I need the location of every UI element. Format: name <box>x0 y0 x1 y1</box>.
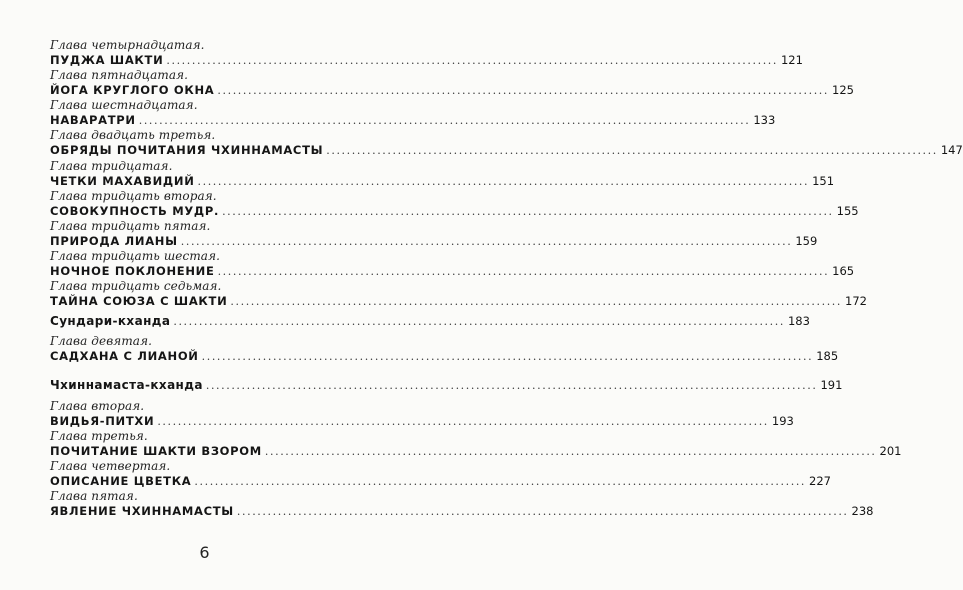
leader-dots: ........................................................................................................................ <box>166 54 778 67</box>
toc-row <box>50 203 859 219</box>
leader-dots: ........................................................................................................................ <box>138 114 751 127</box>
page-ref: 185 <box>816 349 839 363</box>
toc-entry <box>50 429 902 459</box>
page-ref: 159 <box>795 234 818 248</box>
page-ref: 121 <box>780 53 803 67</box>
toc-row <box>50 112 776 128</box>
toc-entry <box>50 219 818 249</box>
page-ref: 125 <box>832 83 854 97</box>
chapter-title: САДХАНА С ЛИАНОЙ <box>50 349 199 363</box>
page-ref: 193 <box>771 414 794 428</box>
chapter-title: ВИДЬЯ-ПИТХИ <box>50 414 155 428</box>
leader-dots: ........................................................................................................................ <box>180 235 793 248</box>
toc-entry <box>50 159 835 189</box>
leader-dots: ........................................................................................................................ <box>201 350 814 363</box>
page-ref: 172 <box>845 294 867 308</box>
chapter-label: Глава вторая. <box>50 399 145 413</box>
toc-entry <box>50 377 843 393</box>
toc-entry <box>50 68 854 98</box>
page-ref: 155 <box>836 204 859 218</box>
chapter-title: ОПИСАНИЕ ЦВЕТКА <box>50 474 192 488</box>
toc-entry <box>50 334 839 364</box>
chapter-title: Чхиннамаста-кханда <box>50 378 203 392</box>
toc-row <box>50 313 810 329</box>
page-ref: 227 <box>809 474 831 488</box>
chapter-title: ТАЙНА СОЮЗА С ШАКТИ <box>50 294 228 308</box>
leader-dots: ........................................................................................................................ <box>217 265 830 278</box>
toc-row <box>50 173 835 189</box>
leader-dots: ........................................................................................................................ <box>264 445 877 458</box>
page-ref: 201 <box>879 444 902 458</box>
page-ref: 191 <box>820 378 843 392</box>
chapter-label: Глава шестнадцатая. <box>50 98 198 112</box>
chapter-title: НАВАРАТРИ <box>50 113 136 127</box>
toc-entry <box>50 489 874 519</box>
toc-entry <box>50 38 803 68</box>
leader-dots: ........................................................................................................................ <box>173 315 785 328</box>
toc-row <box>50 82 854 98</box>
page-ref: 133 <box>753 113 776 127</box>
leader-dots: ........................................................................................................................ <box>194 475 807 488</box>
toc-entry <box>50 128 963 158</box>
chapter-title: СОВОКУПНОСТЬ МУДР. <box>50 204 220 218</box>
toc-row <box>50 142 963 158</box>
chapter-label: Глава тридцать пятая. <box>50 219 211 233</box>
chapter-label: Глава четвертая. <box>50 459 171 473</box>
toc-row <box>50 377 843 393</box>
chapter-label: Глава тридцать седьмая. <box>50 279 222 293</box>
toc-row <box>50 348 839 364</box>
chapter-label: Глава пятнадцатая. <box>50 68 189 82</box>
toc-entry <box>50 399 794 429</box>
toc-row <box>50 473 831 489</box>
chapter-title: ПРИРОДА ЛИАНЫ <box>50 234 178 248</box>
page-ref: 165 <box>832 264 855 278</box>
page-ref: 238 <box>851 504 874 518</box>
toc-entry <box>50 189 859 219</box>
leader-dots: ........................................................................................................................ <box>217 84 829 97</box>
chapter-title: ЧЕТКИ МАХАВИДИЙ <box>50 174 195 188</box>
leader-dots: ........................................................................................................................ <box>230 295 842 308</box>
toc-row <box>50 52 803 68</box>
chapter-title: Сундари-кханда <box>50 314 171 328</box>
page-ref: 183 <box>787 314 810 328</box>
toc-entry <box>50 249 855 279</box>
toc-entry <box>50 313 810 329</box>
leader-dots: ........................................................................................................................ <box>326 144 938 157</box>
chapter-label: Глава тридцать вторая. <box>50 189 217 203</box>
toc-row <box>50 293 867 309</box>
leader-dots: ........................................................................................................................ <box>236 505 849 518</box>
toc-row <box>50 263 855 279</box>
toc-row <box>50 233 818 249</box>
chapter-title: ПУДЖА ШАКТИ <box>50 53 164 67</box>
chapter-label: Глава двадцать третья. <box>50 128 216 142</box>
leader-dots: ........................................................................................................................ <box>222 205 834 218</box>
toc-entry <box>50 459 831 489</box>
chapter-title: НОЧНОЕ ПОКЛОНЕНИЕ <box>50 264 215 278</box>
toc-row <box>50 443 902 459</box>
toc-row <box>50 413 794 429</box>
page-ref: 147 <box>940 143 963 157</box>
toc-row <box>50 503 874 519</box>
chapter-title: ПОЧИТАНИЕ ШАКТИ ВЗОРОМ <box>50 444 262 458</box>
page-ref: 151 <box>812 174 835 188</box>
chapter-label: Глава четырнадцатая. <box>50 38 205 52</box>
chapter-label: Глава девятая. <box>50 334 153 348</box>
leader-dots: ........................................................................................................................ <box>197 175 810 188</box>
chapter-label: Глава тридцатая. <box>50 159 173 173</box>
chapter-label: Глава третья. <box>50 429 148 443</box>
chapter-label: Глава тридцать шестая. <box>50 249 221 263</box>
chapter-title: ЯВЛЕНИЕ ЧХИННАМАСТЫ <box>50 504 234 518</box>
toc-entry <box>50 279 867 309</box>
chapter-title: ОБРЯДЫ ПОЧИТАНИЯ ЧХИННАМАСТЫ <box>50 143 324 157</box>
chapter-title: ЙОГА КРУГЛОГО ОКНА <box>50 83 215 97</box>
leader-dots: ........................................................................................................................ <box>157 415 769 428</box>
chapter-label: Глава пятая. <box>50 489 138 503</box>
leader-dots: ........................................................................................................................ <box>205 379 818 392</box>
page-number: 6 <box>199 543 210 562</box>
toc-entry <box>50 98 776 128</box>
